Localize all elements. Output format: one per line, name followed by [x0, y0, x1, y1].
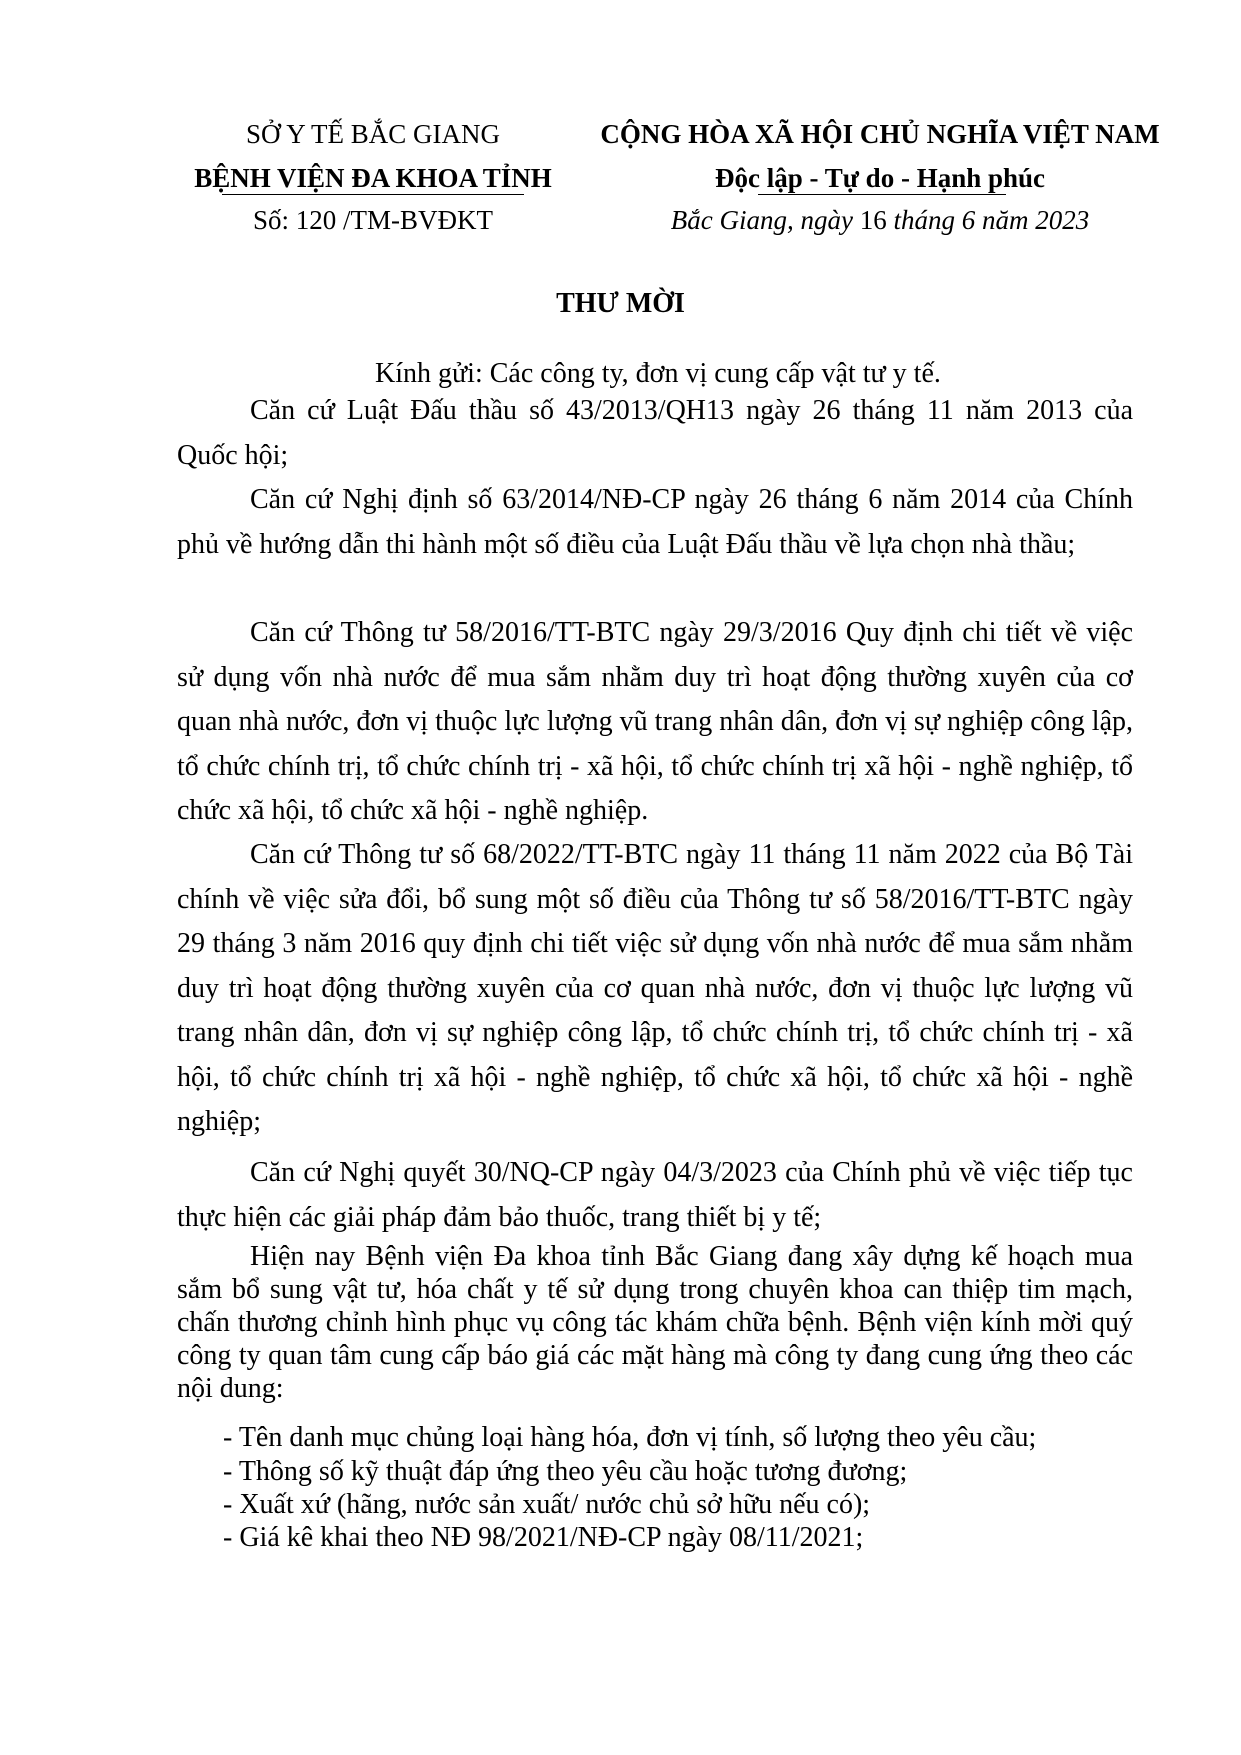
- paragraph-invitation: Hiện nay Bệnh viện Đa khoa tỉnh Bắc Giang đang xây dựng kế hoạch mua sắm bổ sung vật tư, hóa chất y tế sử dụng trong chuyên khoa can thiệp tim mạch, chấn thương chỉnh hình phục vụ công tác khám chữa bệnh. Bệnh viện kính mời quý công ty quan tâm cung cấp báo giá các mặt hàng mà công ty đang cung ứng theo các nội dung:: [177, 1241, 1133, 1404]
- document-title: THƯ MỜI: [556, 288, 685, 319]
- motto-underline: [758, 194, 1006, 195]
- document-number-suffix: /TM-BVĐKT: [336, 205, 494, 235]
- document-number-prefix: Số:: [252, 205, 296, 235]
- date-suffix: tháng 6 năm 2023: [886, 205, 1090, 235]
- paragraph-legal-basis-4: Căn cứ Thông tư số 68/2022/TT-BTC ngày 11 tháng 11 năm 2022 của Bộ Tài chính về việc sửa đổi, bổ sung một số điều của Thông tư số 58/2016/TT-BTC ngày 29 tháng 3 năm 2016 quy định chi tiết việc sử dụng vốn nhà nước để mua sắm nhằm duy trì hoạt động thường xuyên của cơ quan nhà nước, đơn vị thuộc lực lượng vũ trang nhân dân, đơn vị sự nghiệp công lập, tổ chức chính trị, tổ chức chính trị - xã hội, tổ chức chính trị xã hội - nghề nghiệp, tổ chức xã hội, tổ chức xã hội - nghề nghiệp;: [177, 839, 1133, 1137]
- list-item: - Giá kê khai theo NĐ 98/2021/NĐ-CP ngày 08/11/2021;: [223, 1522, 864, 1553]
- national-motto: Độc lập - Tự do - Hạnh phúc: [714, 163, 1046, 193]
- document-number: [178, 204, 568, 236]
- date-day: 16: [859, 205, 887, 235]
- paragraph-legal-basis-1: Căn cứ Luật Đấu thầu số 43/2013/QH13 ngày 26 tháng 11 năm 2013 của Quốc hội;: [177, 395, 1133, 471]
- hospital-name: BỆNH VIỆN ĐA KHOA TỈNH: [194, 163, 552, 193]
- department-name: SỞ Y TẾ BẮC GIANG: [245, 119, 500, 149]
- document-number-value: 120: [295, 205, 337, 235]
- list-item: - Xuất xứ (hãng, nước sản xuất/ nước chủ sở hữu nếu có);: [223, 1489, 871, 1520]
- list-item: - Tên danh mục chủng loại hàng hóa, đơn vị tính, số lượng theo yêu cầu;: [223, 1422, 1037, 1453]
- paragraph-legal-basis-2: Căn cứ Nghị định số 63/2014/NĐ-CP ngày 26 tháng 6 năm 2014 của Chính phủ về hướng dẫn thi hành một số điều của Luật Đấu thầu về lựa chọn nhà thầu;: [177, 484, 1133, 560]
- paragraph-legal-basis-3: Căn cứ Thông tư 58/2016/TT-BTC ngày 29/3/2016 Quy định chi tiết về việc sử dụng vốn nhà nước để mua sắm nhằm duy trì hoạt động thường xuyên của cơ quan nhà nước, đơn vị thuộc lực lượng vũ trang nhân dân, đơn vị sự nghiệp công lập, tổ chức chính trị, tổ chức chính trị - xã hội, tổ chức chính trị xã hội - nghề nghiệp, tổ chức xã hội, tổ chức xã hội - nghề nghiệp.: [177, 617, 1133, 826]
- list-item: - Thông số kỹ thuật đáp ứng theo yêu cầu hoặc tương đương;: [223, 1456, 908, 1487]
- recipient-line: Kính gửi: Các công ty, đơn vị cung cấp vật tư y tế.: [375, 358, 941, 389]
- document-date: [580, 204, 1180, 236]
- paragraph-legal-basis-5: Căn cứ Nghị quyết 30/NQ-CP ngày 04/3/2023 của Chính phủ về việc tiếp tục thực hiện các giải pháp đảm bảo thuốc, trang thiết bị y tế;: [177, 1157, 1133, 1233]
- national-title: CỘNG HÒA XÃ HỘI CHỦ NGHĨA VIỆT NAM: [600, 119, 1160, 149]
- date-prefix: Bắc Giang, ngày: [670, 205, 860, 235]
- hospital-name-underline: [222, 194, 524, 195]
